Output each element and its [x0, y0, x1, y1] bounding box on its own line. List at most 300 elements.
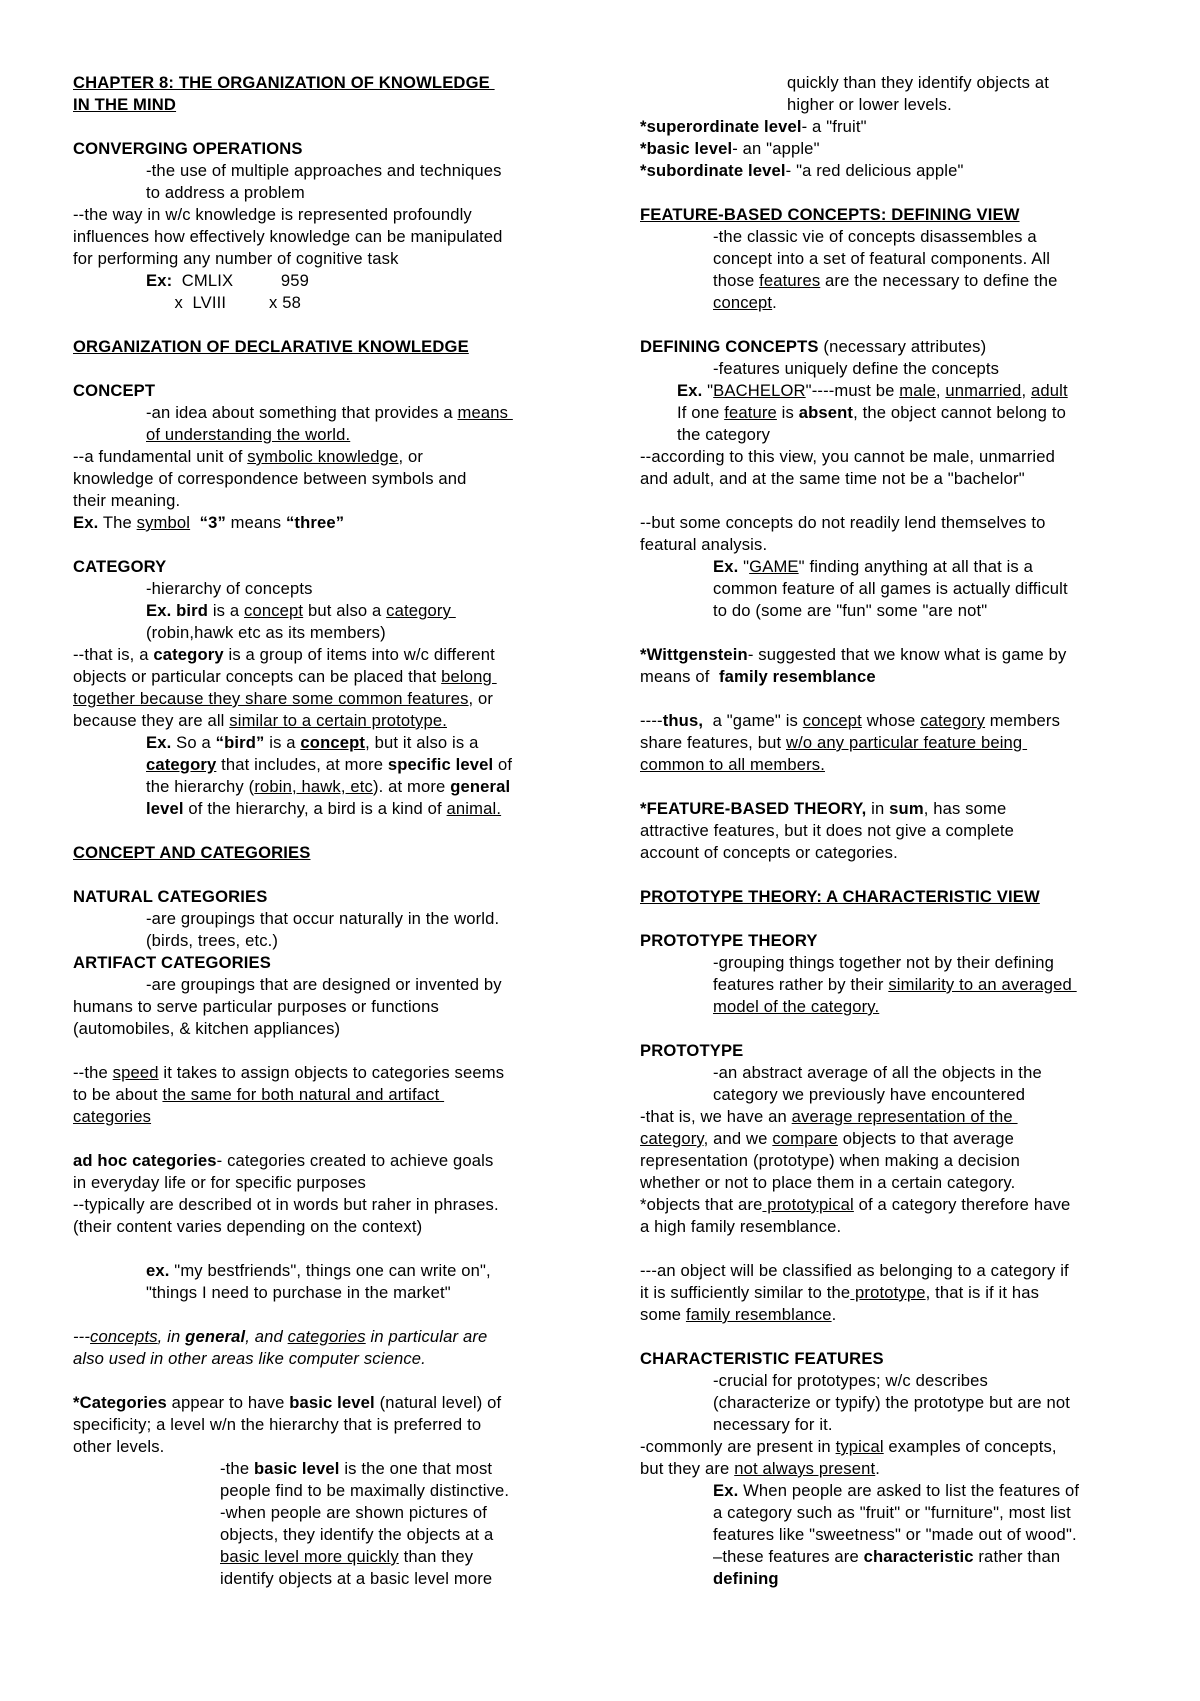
text-segment: -that is, we have an	[640, 1107, 792, 1126]
text-segment: attractive features, but it does not give a complete	[640, 821, 1014, 840]
text-line	[73, 1414, 573, 1436]
text-segment: in	[866, 799, 890, 818]
text-line	[73, 1194, 573, 1216]
text-line	[73, 1062, 573, 1084]
text-line	[640, 248, 1140, 270]
text-segment: CMLIX 959	[172, 271, 310, 290]
text-line	[640, 1040, 1140, 1062]
text-segment: - a "fruit"	[801, 117, 867, 136]
text-line	[640, 1458, 1140, 1480]
text-segment: not always present	[734, 1459, 876, 1478]
text-segment: -commonly are present in	[640, 1437, 836, 1456]
text-segment: symbolic knowledge	[247, 447, 399, 466]
text-line	[640, 1524, 1140, 1546]
text-line	[73, 754, 573, 776]
text-segment: The	[98, 513, 137, 532]
text-line	[73, 1106, 573, 1128]
text-line	[640, 72, 1140, 94]
text-line	[640, 1084, 1140, 1106]
spacer	[73, 116, 573, 138]
text-segment: -crucial for prototypes; w/c describes	[713, 1371, 988, 1390]
text-segment: influences how effectively knowledge can be manipulated	[73, 227, 503, 246]
text-line	[73, 138, 573, 160]
text-segment: PROTOTYPE THEORY	[640, 931, 818, 950]
text-segment: , or	[468, 689, 494, 708]
text-segment: is a group of items into w/c different	[223, 645, 495, 664]
text-segment: "things I need to purchase in the market"	[146, 1283, 451, 1302]
spacer	[73, 1040, 573, 1062]
spacer	[640, 314, 1140, 336]
text-segment: prototypical	[762, 1195, 854, 1214]
text-line	[73, 204, 573, 226]
spacer	[640, 490, 1140, 512]
text-line	[73, 666, 573, 688]
text-line	[640, 1392, 1140, 1414]
text-segment: it is sufficiently similar to the	[640, 1283, 851, 1302]
text-segment: is the one that most	[339, 1459, 493, 1478]
text-segment: -an abstract average of all the objects in the	[713, 1063, 1042, 1082]
text-line	[73, 644, 573, 666]
text-line	[73, 1260, 573, 1282]
text-segment: features like "sweetness" or "made out of wood".	[713, 1525, 1077, 1544]
text-line	[73, 1084, 573, 1106]
text-segment: defining	[713, 1569, 779, 1588]
text-line	[73, 556, 573, 578]
text-segment: --the way in w/c knowledge is represented profoundly	[73, 205, 472, 224]
text-segment: general	[450, 777, 511, 796]
text-line	[73, 1568, 573, 1590]
text-line	[640, 1106, 1140, 1128]
text-segment: *Categories	[73, 1393, 167, 1412]
text-segment: ----	[640, 711, 663, 730]
text-line	[640, 1414, 1140, 1436]
text-segment: a "game" is	[703, 711, 803, 730]
text-segment: of	[493, 755, 513, 774]
text-segment: ARTIFACT CATEGORIES	[73, 953, 271, 972]
text-segment: , but it also is a	[365, 733, 479, 752]
text-segment: --typically are described ot in words but raher in phrases.	[73, 1195, 499, 1214]
text-segment: examples of concepts,	[883, 1437, 1057, 1456]
text-segment: CONVERGING OPERATIONS	[73, 139, 303, 158]
text-line	[640, 358, 1140, 380]
text-line	[73, 710, 573, 732]
text-line	[640, 1436, 1140, 1458]
text-segment: in particular are	[365, 1327, 488, 1346]
text-segment: concepts	[90, 1327, 158, 1346]
text-segment: - an "apple"	[732, 139, 820, 158]
text-segment: Ex. bird	[146, 601, 209, 620]
text-segment: (characterize or typify) the prototype but are not	[713, 1393, 1071, 1412]
text-segment: belong	[441, 667, 497, 686]
text-segment: male	[899, 381, 936, 400]
text-segment: absent	[798, 403, 854, 422]
spacer	[73, 1304, 573, 1326]
text-line	[640, 952, 1140, 974]
text-segment: Ex.	[677, 381, 703, 400]
text-segment: *subordinate level	[640, 161, 786, 180]
text-line	[73, 886, 573, 908]
text-segment: means of	[640, 667, 719, 686]
text-segment: *objects that are	[640, 1195, 763, 1214]
text-segment: are the necessary to define the	[820, 271, 1058, 290]
text-segment: CONCEPT	[73, 381, 156, 400]
text-segment: - "a red delicious apple"	[785, 161, 964, 180]
text-segment: prototype	[850, 1283, 926, 1302]
text-line	[640, 1216, 1140, 1238]
text-segment: to do (some are "fun" some "are not"	[713, 601, 988, 620]
text-segment: CONCEPT AND CATEGORIES	[73, 843, 311, 862]
spacer	[73, 864, 573, 886]
spacer	[73, 314, 573, 336]
text-line	[73, 1502, 573, 1524]
text-line	[73, 776, 573, 798]
text-segment: --but some concepts do not readily lend themselves to	[640, 513, 1046, 532]
text-line	[73, 908, 573, 930]
text-segment: is	[776, 403, 799, 422]
spacer	[73, 1128, 573, 1150]
text-segment: feature	[724, 403, 777, 422]
text-segment: (robin,hawk etc as its members)	[146, 623, 386, 642]
text-segment: higher or lower levels.	[787, 95, 952, 114]
text-segment: *FEATURE-BASED THEORY,	[640, 799, 867, 818]
spacer	[640, 182, 1140, 204]
text-segment: Ex:	[146, 271, 173, 290]
text-segment: other levels.	[73, 1437, 165, 1456]
text-segment: basic level	[253, 1459, 340, 1478]
text-line	[640, 1194, 1140, 1216]
text-segment: ---	[73, 1327, 91, 1346]
text-segment: means	[457, 403, 513, 422]
text-segment: “three”	[285, 513, 345, 532]
text-segment: common feature of all games is actually difficult	[713, 579, 1068, 598]
text-segment: , and we	[703, 1129, 773, 1148]
text-segment: IN THE MIND	[73, 95, 177, 114]
text-segment: "my bestfriends", things one can write on",	[169, 1261, 491, 1280]
text-segment: categories	[287, 1327, 366, 1346]
text-line	[73, 1018, 573, 1040]
text-segment: of a category therefore have	[853, 1195, 1071, 1214]
text-segment: –these features are	[713, 1547, 864, 1566]
text-segment: "	[702, 381, 714, 400]
text-line	[640, 578, 1140, 600]
spacer	[640, 622, 1140, 644]
text-line	[73, 446, 573, 468]
text-line	[640, 842, 1140, 864]
text-segment: family resemblance	[685, 1305, 832, 1324]
text-segment: objects, they identify the objects at a	[220, 1525, 494, 1544]
text-line	[640, 666, 1140, 688]
text-segment: whether or not to place them in a certain category.	[640, 1173, 1016, 1192]
text-segment: *basic level	[640, 139, 733, 158]
text-line	[640, 1260, 1140, 1282]
text-segment: (their content varies depending on the context)	[73, 1217, 423, 1236]
text-line	[640, 138, 1140, 160]
text-segment: *superordinate level	[640, 117, 802, 136]
text-segment: “3”	[199, 513, 226, 532]
text-line	[640, 644, 1140, 666]
text-segment: ). at more	[372, 777, 451, 796]
right-column	[640, 72, 1140, 1590]
text-segment: -an idea about something that provides a	[146, 403, 458, 422]
text-line	[73, 1546, 573, 1568]
text-line	[73, 1524, 573, 1546]
text-line	[73, 270, 573, 292]
text-segment: compare	[772, 1129, 838, 1148]
text-line	[640, 1502, 1140, 1524]
text-segment: sum	[889, 799, 924, 818]
spacer	[73, 358, 573, 380]
text-segment: , the object cannot belong to	[853, 403, 1066, 422]
spacer	[640, 864, 1140, 886]
text-segment: category	[920, 711, 986, 730]
text-segment: featural analysis.	[640, 535, 768, 554]
spacer	[73, 534, 573, 556]
text-line	[640, 1370, 1140, 1392]
text-line	[73, 1282, 573, 1304]
text-segment: in everyday life or for specific purposes	[73, 1173, 366, 1192]
text-line	[640, 1062, 1140, 1084]
text-line	[73, 160, 573, 182]
text-segment: the category	[677, 425, 771, 444]
text-segment: Ex.	[713, 1481, 739, 1500]
text-segment: to be about	[73, 1085, 163, 1104]
text-segment: basic level more quickly	[220, 1547, 399, 1566]
text-segment: If one	[677, 403, 725, 422]
text-line	[73, 1172, 573, 1194]
text-segment: ORGANIZATION OF DECLARATIVE KNOWLEDGE	[73, 337, 469, 356]
text-line	[73, 248, 573, 270]
text-segment: symbol	[136, 513, 191, 532]
text-segment: PROTOTYPE THEORY: A CHARACTERISTIC VIEW	[640, 887, 1040, 906]
left-column	[73, 72, 573, 1590]
text-segment: --that is, a	[73, 645, 154, 664]
text-segment: GAME	[749, 557, 799, 576]
text-segment: rather than	[973, 1547, 1061, 1566]
text-line	[73, 468, 573, 490]
spacer	[640, 1018, 1140, 1040]
text-segment: robin, hawk, etc	[254, 777, 373, 796]
text-segment: it takes to assign objects to categories seems	[158, 1063, 505, 1082]
text-line	[73, 1326, 573, 1348]
text-line	[640, 160, 1140, 182]
text-segment	[190, 513, 200, 532]
text-line	[640, 1480, 1140, 1502]
text-segment: category	[146, 755, 217, 774]
text-line	[640, 754, 1140, 776]
text-line	[73, 578, 573, 600]
text-line	[640, 446, 1140, 468]
text-segment: CHAPTER 8: THE ORGANIZATION OF KNOWLEDGE	[73, 73, 495, 92]
text-line	[73, 996, 573, 1018]
text-line	[73, 930, 573, 952]
text-line	[73, 402, 573, 424]
text-line	[73, 292, 573, 314]
text-segment: So a	[171, 733, 216, 752]
text-line	[73, 94, 573, 116]
text-segment: similar to a certain prototype.	[229, 711, 447, 730]
text-line	[73, 72, 573, 94]
spacer	[73, 1238, 573, 1260]
text-segment: “bird”	[215, 733, 265, 752]
text-segment: specificity; a level w/n the hierarchy that is preferred to	[73, 1415, 482, 1434]
text-segment: also used in other areas like computer science.	[73, 1349, 426, 1368]
text-segment: Ex.	[73, 513, 99, 532]
text-segment: than they	[398, 1547, 474, 1566]
text-line	[640, 380, 1140, 402]
text-segment: -when people are shown pictures of	[220, 1503, 488, 1522]
spacer	[640, 688, 1140, 710]
text-line	[640, 116, 1140, 138]
text-segment: , or	[398, 447, 424, 466]
text-line	[640, 1568, 1140, 1590]
text-segment: model of the category.	[713, 997, 880, 1016]
text-line	[73, 1480, 573, 1502]
text-segment: , in	[157, 1327, 186, 1346]
text-line	[73, 732, 573, 754]
text-line	[640, 886, 1140, 908]
text-segment: -the use of multiple approaches and techniques	[146, 161, 502, 180]
text-segment: people find to be maximally distinctive.	[220, 1481, 510, 1500]
text-segment: that includes, at more	[216, 755, 388, 774]
text-segment: category	[386, 601, 456, 620]
text-segment: " finding anything at all that is a	[798, 557, 1034, 576]
text-line	[73, 380, 573, 402]
text-line	[73, 622, 573, 644]
text-segment: means	[225, 513, 286, 532]
text-segment: (automobiles, & kitchen appliances)	[73, 1019, 341, 1038]
text-line	[73, 1150, 573, 1172]
text-segment: the same for both natural and artifact	[162, 1085, 445, 1104]
text-segment: -the	[220, 1459, 254, 1478]
text-line	[73, 600, 573, 622]
text-line	[640, 204, 1140, 226]
text-line	[640, 974, 1140, 996]
text-segment: together because they share some common features	[73, 689, 469, 708]
text-line	[73, 1216, 573, 1238]
text-segment: objects or particular concepts can be placed that	[73, 667, 442, 686]
text-line	[73, 1348, 573, 1370]
text-segment: --a fundamental unit of	[73, 447, 248, 466]
text-line	[640, 710, 1140, 732]
text-line	[640, 1172, 1140, 1194]
text-segment: Ex.	[713, 557, 739, 576]
text-segment: adult	[1030, 381, 1068, 400]
text-line	[640, 94, 1140, 116]
text-line	[640, 1546, 1140, 1568]
text-segment: is a	[264, 733, 301, 752]
text-line	[73, 798, 573, 820]
text-line	[640, 1282, 1140, 1304]
text-segment: objects to that average	[837, 1129, 1015, 1148]
text-segment: but they are	[640, 1459, 735, 1478]
text-segment: specific level	[387, 755, 494, 774]
text-line	[640, 732, 1140, 754]
text-segment: level	[146, 799, 184, 818]
text-line	[640, 468, 1140, 490]
text-segment: common to all members.	[640, 755, 825, 774]
text-segment: -are groupings that occur naturally in the world.	[146, 909, 500, 928]
text-segment: -the classic vie of concepts disassembles a	[713, 227, 1037, 246]
text-segment: for performing any number of cognitive task	[73, 249, 399, 268]
text-segment: animal.	[446, 799, 502, 818]
text-segment: of the hierarchy, a bird is a kind of	[183, 799, 447, 818]
text-line	[73, 1392, 573, 1414]
text-segment: some	[640, 1305, 686, 1324]
text-segment: .	[831, 1305, 837, 1324]
text-line	[640, 336, 1140, 358]
text-segment: .	[772, 293, 777, 312]
text-line	[73, 952, 573, 974]
text-segment: (natural level) of	[374, 1393, 502, 1412]
spacer	[73, 1370, 573, 1392]
spacer	[640, 908, 1140, 930]
spacer	[73, 820, 573, 842]
text-segment: , has some	[923, 799, 1007, 818]
text-segment: CATEGORY	[73, 557, 167, 576]
text-segment: members	[985, 711, 1061, 730]
text-segment: a category such as "fruit" or "furniture", most list	[713, 1503, 1071, 1522]
text-segment: "	[738, 557, 750, 576]
text-line	[73, 512, 573, 534]
text-line	[73, 1458, 573, 1480]
text-segment: features	[759, 271, 821, 290]
spacer	[640, 1238, 1140, 1260]
text-line	[640, 292, 1140, 314]
text-segment: and adult, and at the same time not be a "bachelor"	[640, 469, 1025, 488]
text-segment: representation (prototype) when making a decision	[640, 1151, 1020, 1170]
text-segment: -features uniquely define the concepts	[713, 359, 1000, 378]
text-segment: x LVIII x 58	[146, 293, 301, 312]
text-segment: ad hoc categories	[73, 1151, 217, 1170]
text-line	[640, 556, 1140, 578]
text-segment: concept into a set of featural components. All	[713, 249, 1051, 268]
text-line	[640, 798, 1140, 820]
text-segment: FEATURE-BASED CONCEPTS: DEFINING VIEW	[640, 205, 1020, 224]
text-line	[640, 1128, 1140, 1150]
text-line	[73, 424, 573, 446]
text-line	[73, 974, 573, 996]
text-segment: is a	[208, 601, 245, 620]
spacer	[640, 1326, 1140, 1348]
text-segment: -are groupings that are designed or invented by	[146, 975, 502, 994]
text-segment: account of concepts or categories.	[640, 843, 898, 862]
text-segment: - suggested that we know what is game by	[747, 645, 1067, 664]
text-segment: their meaning.	[73, 491, 181, 510]
text-segment: knowledge of correspondence between symbols and	[73, 469, 467, 488]
text-segment: but also a	[303, 601, 387, 620]
text-segment: categories	[73, 1107, 152, 1126]
text-line	[640, 996, 1140, 1018]
text-segment: quickly than they identify objects at	[787, 73, 1049, 92]
text-segment: --according to this view, you cannot be male, unmarried	[640, 447, 1055, 466]
text-segment: characteristic	[863, 1547, 974, 1566]
text-segment: ex.	[146, 1261, 170, 1280]
text-segment: DEFINING CONCEPTS	[640, 337, 819, 356]
text-segment: those	[713, 271, 760, 290]
text-segment: , and	[245, 1327, 288, 1346]
text-segment: -grouping things together not by their defining	[713, 953, 1054, 972]
text-segment: NATURAL CATEGORIES	[73, 887, 268, 906]
text-segment: -hierarchy of concepts	[146, 579, 313, 598]
text-segment: w/o any particular feature being	[785, 733, 1028, 752]
text-line	[73, 226, 573, 248]
text-segment: typical	[835, 1437, 884, 1456]
text-segment: of understanding the world.	[146, 425, 351, 444]
text-segment: average representation of the	[791, 1107, 1018, 1126]
text-segment: "----must be	[805, 381, 900, 400]
text-segment: ,	[1021, 381, 1031, 400]
text-segment: category	[153, 645, 224, 664]
